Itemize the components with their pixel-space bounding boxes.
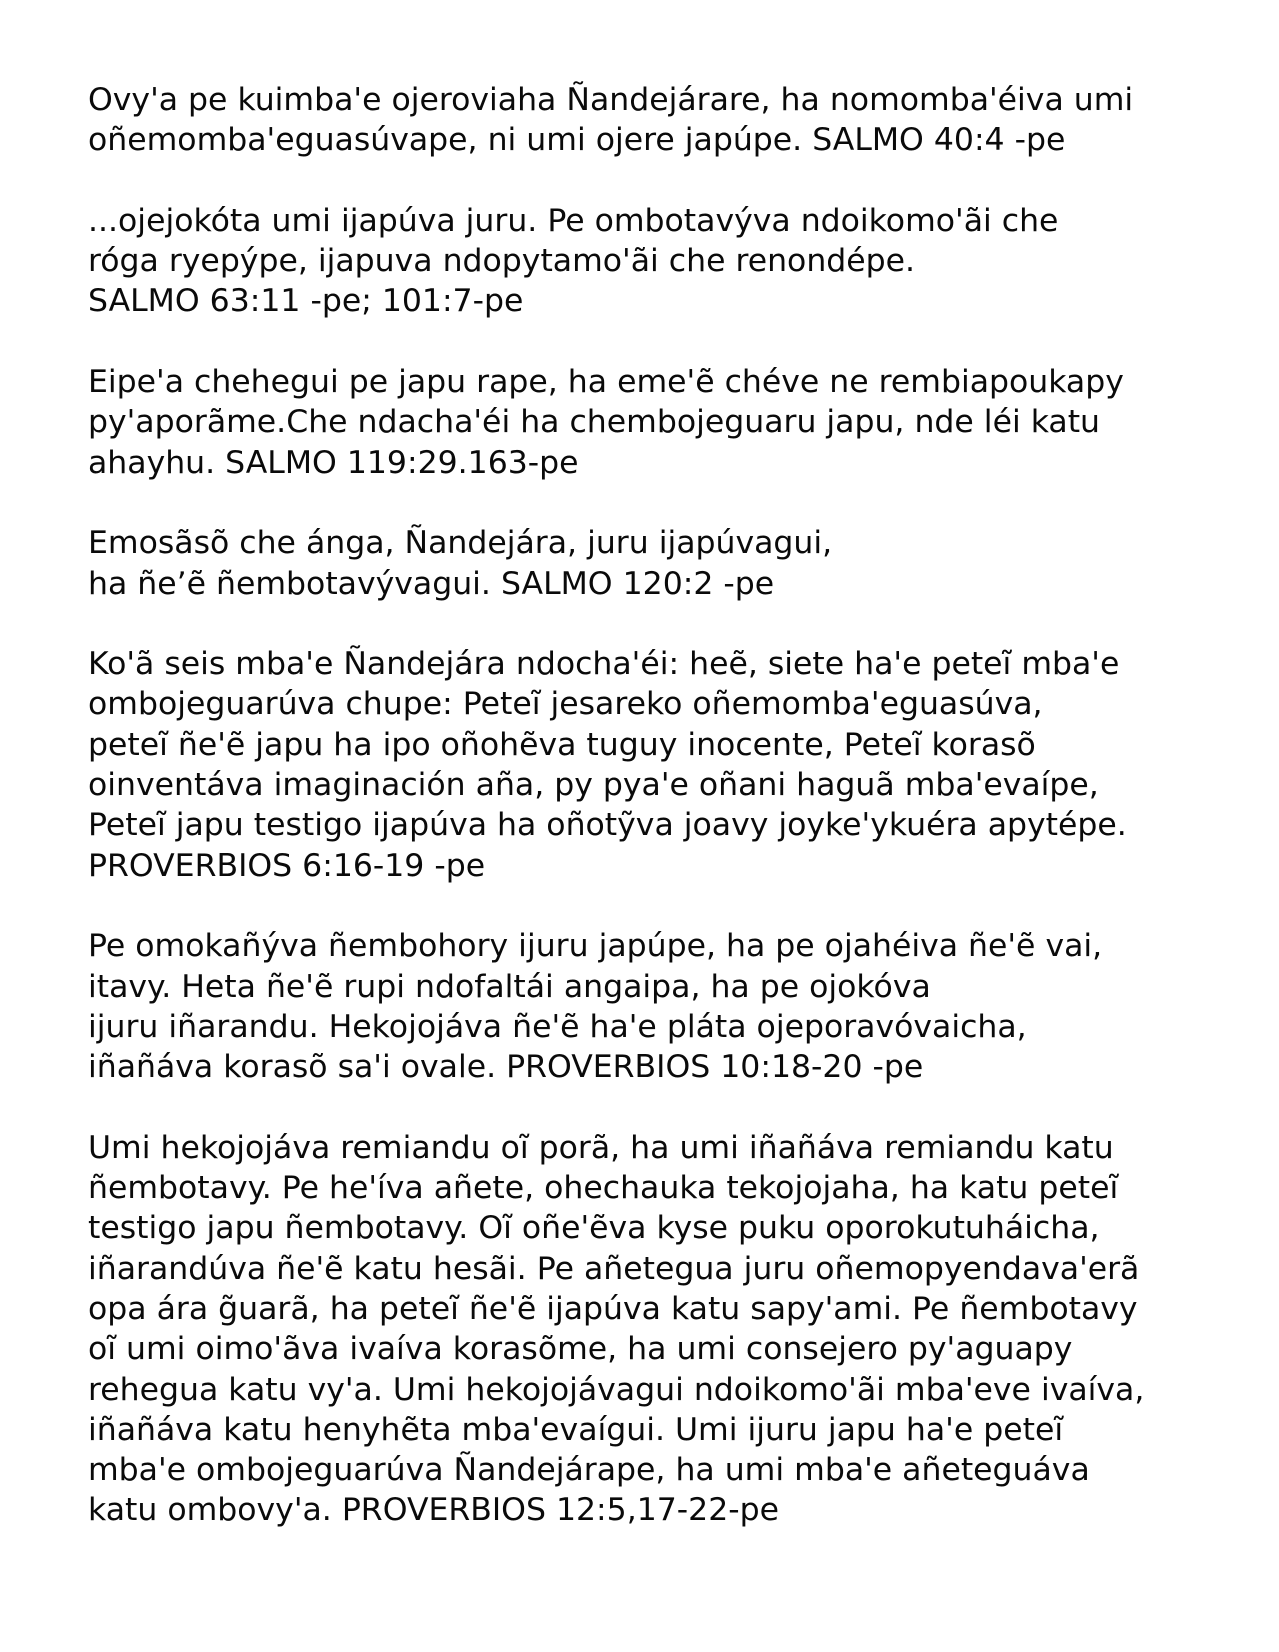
text-line: Peteĩ japu testigo ijapúva ha oñotỹva joavy joyke'ykuéra apytépe. — [88, 807, 1127, 844]
text-line: PROVERBIOS 6:16-19 -pe — [88, 847, 486, 884]
document-page — [88, 80, 1258, 1571]
text-line: iñarandúva ñe'ẽ katu hesãi. Pe añetegua juru oñemopyendava'erã — [88, 1250, 1140, 1287]
text-line: itavy. Heta ñe'ẽ rupi ndofaltái angaipa, ha pe ojokóva — [88, 968, 931, 1005]
text-line: Ovy'a pe kuimba'e ojeroviaha Ñandejárare, ha nomomba'éiva umi — [88, 82, 1134, 118]
paragraph — [88, 644, 1258, 886]
text-line: katu ombovy'a. PROVERBIOS 12:5,17-22-pe — [88, 1492, 780, 1529]
text-line: Umi hekojojáva remiandu oĩ porã, ha umi iñañáva remiandu katu — [88, 1129, 1114, 1166]
text-line: opa ára g̃uarã, ha peteĩ ñe'ẽ ijapúva katu sapy'ami. Pe ñembotavy — [88, 1290, 1138, 1327]
text-line: iñañáva katu henyhẽta mba'evaígui. Umi ijuru japu ha'e peteĩ — [88, 1411, 1064, 1448]
text-line: rehegua katu vy'a. Umi hekojojávagui ndoikomo'ãi mba'eve ivaíva, — [88, 1371, 1145, 1408]
text-line: Pe omokañýva ñembohory ijuru japúpe, ha pe ojahéiva ñe'ẽ vai, — [88, 928, 1103, 965]
text-line: py'aporãme.Che ndacha'éi ha chembojeguaru japu, nde léi katu — [88, 404, 1101, 441]
paragraph — [88, 926, 1258, 1087]
text-line: oinventáva imaginación aña, py pya'e oñani haguã mba'evaípe, — [88, 767, 1099, 804]
text-line: Ko'ã seis mba'e Ñandejára ndocha'éi: heẽ, siete ha'e peteĩ mba'e — [88, 646, 1120, 683]
paragraph — [88, 523, 1258, 604]
text-line: róga ryepýpe, ijapuva ndopytamo'ãi che renondépe. — [88, 243, 916, 280]
paragraph — [88, 201, 1258, 322]
text-line: iñañáva korasõ sa'i ovale. PROVERBIOS 10:18-20 -pe — [88, 1049, 924, 1086]
text-line: oñemomba'eguasúvape, ni umi ojere japúpe. SALMO 40:4 -pe — [88, 122, 1066, 159]
text-line: ijuru iñarandu. Hekojojáva ñe'ẽ ha'e pláta ojeporavóvaicha, — [88, 1008, 1027, 1045]
text-line: ñembotavy. Pe he'íva añete, ohechauka tekojojaha, ha katu peteĩ — [88, 1170, 1119, 1207]
text-line: ombojeguarúva chupe: Peteĩ jesareko oñemomba'eguasúva, — [88, 686, 1043, 723]
text-line: SALMO 63:11 -pe; 101:7-pe — [88, 283, 524, 320]
paragraph — [88, 1128, 1258, 1531]
text-line: peteĩ ñe'ẽ japu ha ipo oñohẽva tuguy inocente, Peteĩ korasõ — [88, 726, 1036, 763]
text-line: Eipe'a chehegui pe japu rape, ha eme'ẽ chéve ne rembiapoukapy — [88, 364, 1124, 401]
text-line: ha ñe’ẽ ñembotavývagui. SALMO 120:2 -pe — [88, 565, 775, 602]
text-line: oĩ umi oimo'ãva ivaíva korasõme, ha umi consejero py'aguapy — [88, 1331, 1073, 1368]
text-line: Emosãsõ che ánga, Ñandejára, juru ijapúvagui, — [88, 525, 833, 562]
text-line: mba'e ombojeguarúva Ñandejárape, ha umi mba'e añeteguáva — [88, 1452, 1090, 1489]
text-line: ahayhu. SALMO 119:29.163-pe — [88, 444, 579, 481]
paragraph — [88, 80, 1258, 161]
paragraph — [88, 362, 1258, 483]
text-line: testigo japu ñembotavy. Oĩ oñe'ẽva kyse puku oporokutuháicha, — [88, 1210, 1100, 1247]
text-line: ...ojejokóta umi ijapúva juru. Pe ombotavýva ndoikomo'ãi che — [88, 202, 1059, 239]
